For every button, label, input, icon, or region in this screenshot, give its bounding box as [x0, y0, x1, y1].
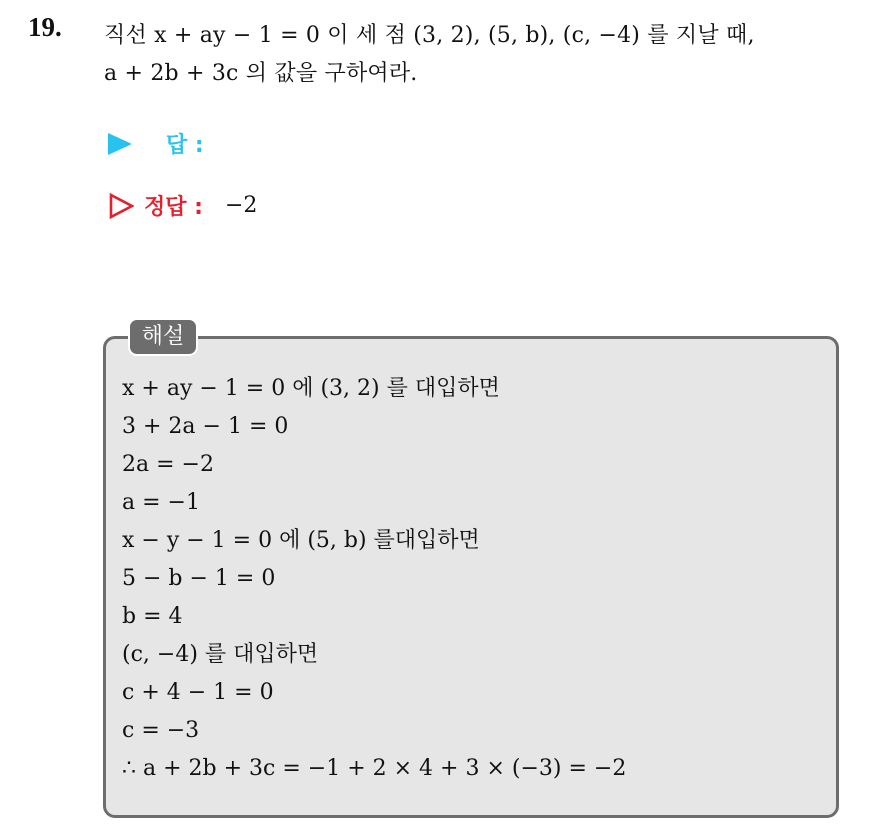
solution-line: c = −3 — [122, 718, 200, 743]
filled-triangle-icon — [108, 133, 132, 155]
solution-line: x + ay − 1 = 0 에 (3, 2) 를 대입하면 — [122, 376, 500, 401]
answer-blank-row — [108, 128, 204, 159]
correct-answer-value: −2 — [224, 193, 258, 218]
solution-line: ∴ a + 2b + 3c = −1 + 2 × 4 + 3 × (−3) = −2 — [122, 756, 627, 781]
solution-line: 2a = −2 — [122, 452, 214, 477]
answer-label: 답 : — [166, 133, 204, 158]
question-text-line-2: a + 2b + 3c 의 값을 구하여라. — [104, 61, 418, 86]
solution-line: b = 4 — [122, 604, 183, 629]
solution-line: 3 + 2a − 1 = 0 — [122, 414, 289, 439]
solution-line: x − y − 1 = 0 에 (5, b) 를대입하면 — [122, 528, 480, 553]
solution-line: (c, −4) 를 대입하면 — [122, 642, 319, 667]
question-number: 19. — [28, 12, 62, 42]
solution-line: c + 4 − 1 = 0 — [122, 680, 274, 705]
solution-line: a = −1 — [122, 490, 200, 515]
solution-tag: 해설 — [128, 318, 198, 356]
correct-answer-label: 정답 : — [144, 195, 203, 220]
outline-triangle-icon — [108, 193, 134, 219]
correct-answer-row — [108, 190, 257, 221]
question-text-line-1: 직선 x + ay − 1 = 0 이 세 점 (3, 2), (5, b), (c, −4) 를 지날 때, — [104, 23, 755, 48]
solution-line: 5 − b − 1 = 0 — [122, 566, 276, 591]
solution-lines — [122, 370, 626, 788]
